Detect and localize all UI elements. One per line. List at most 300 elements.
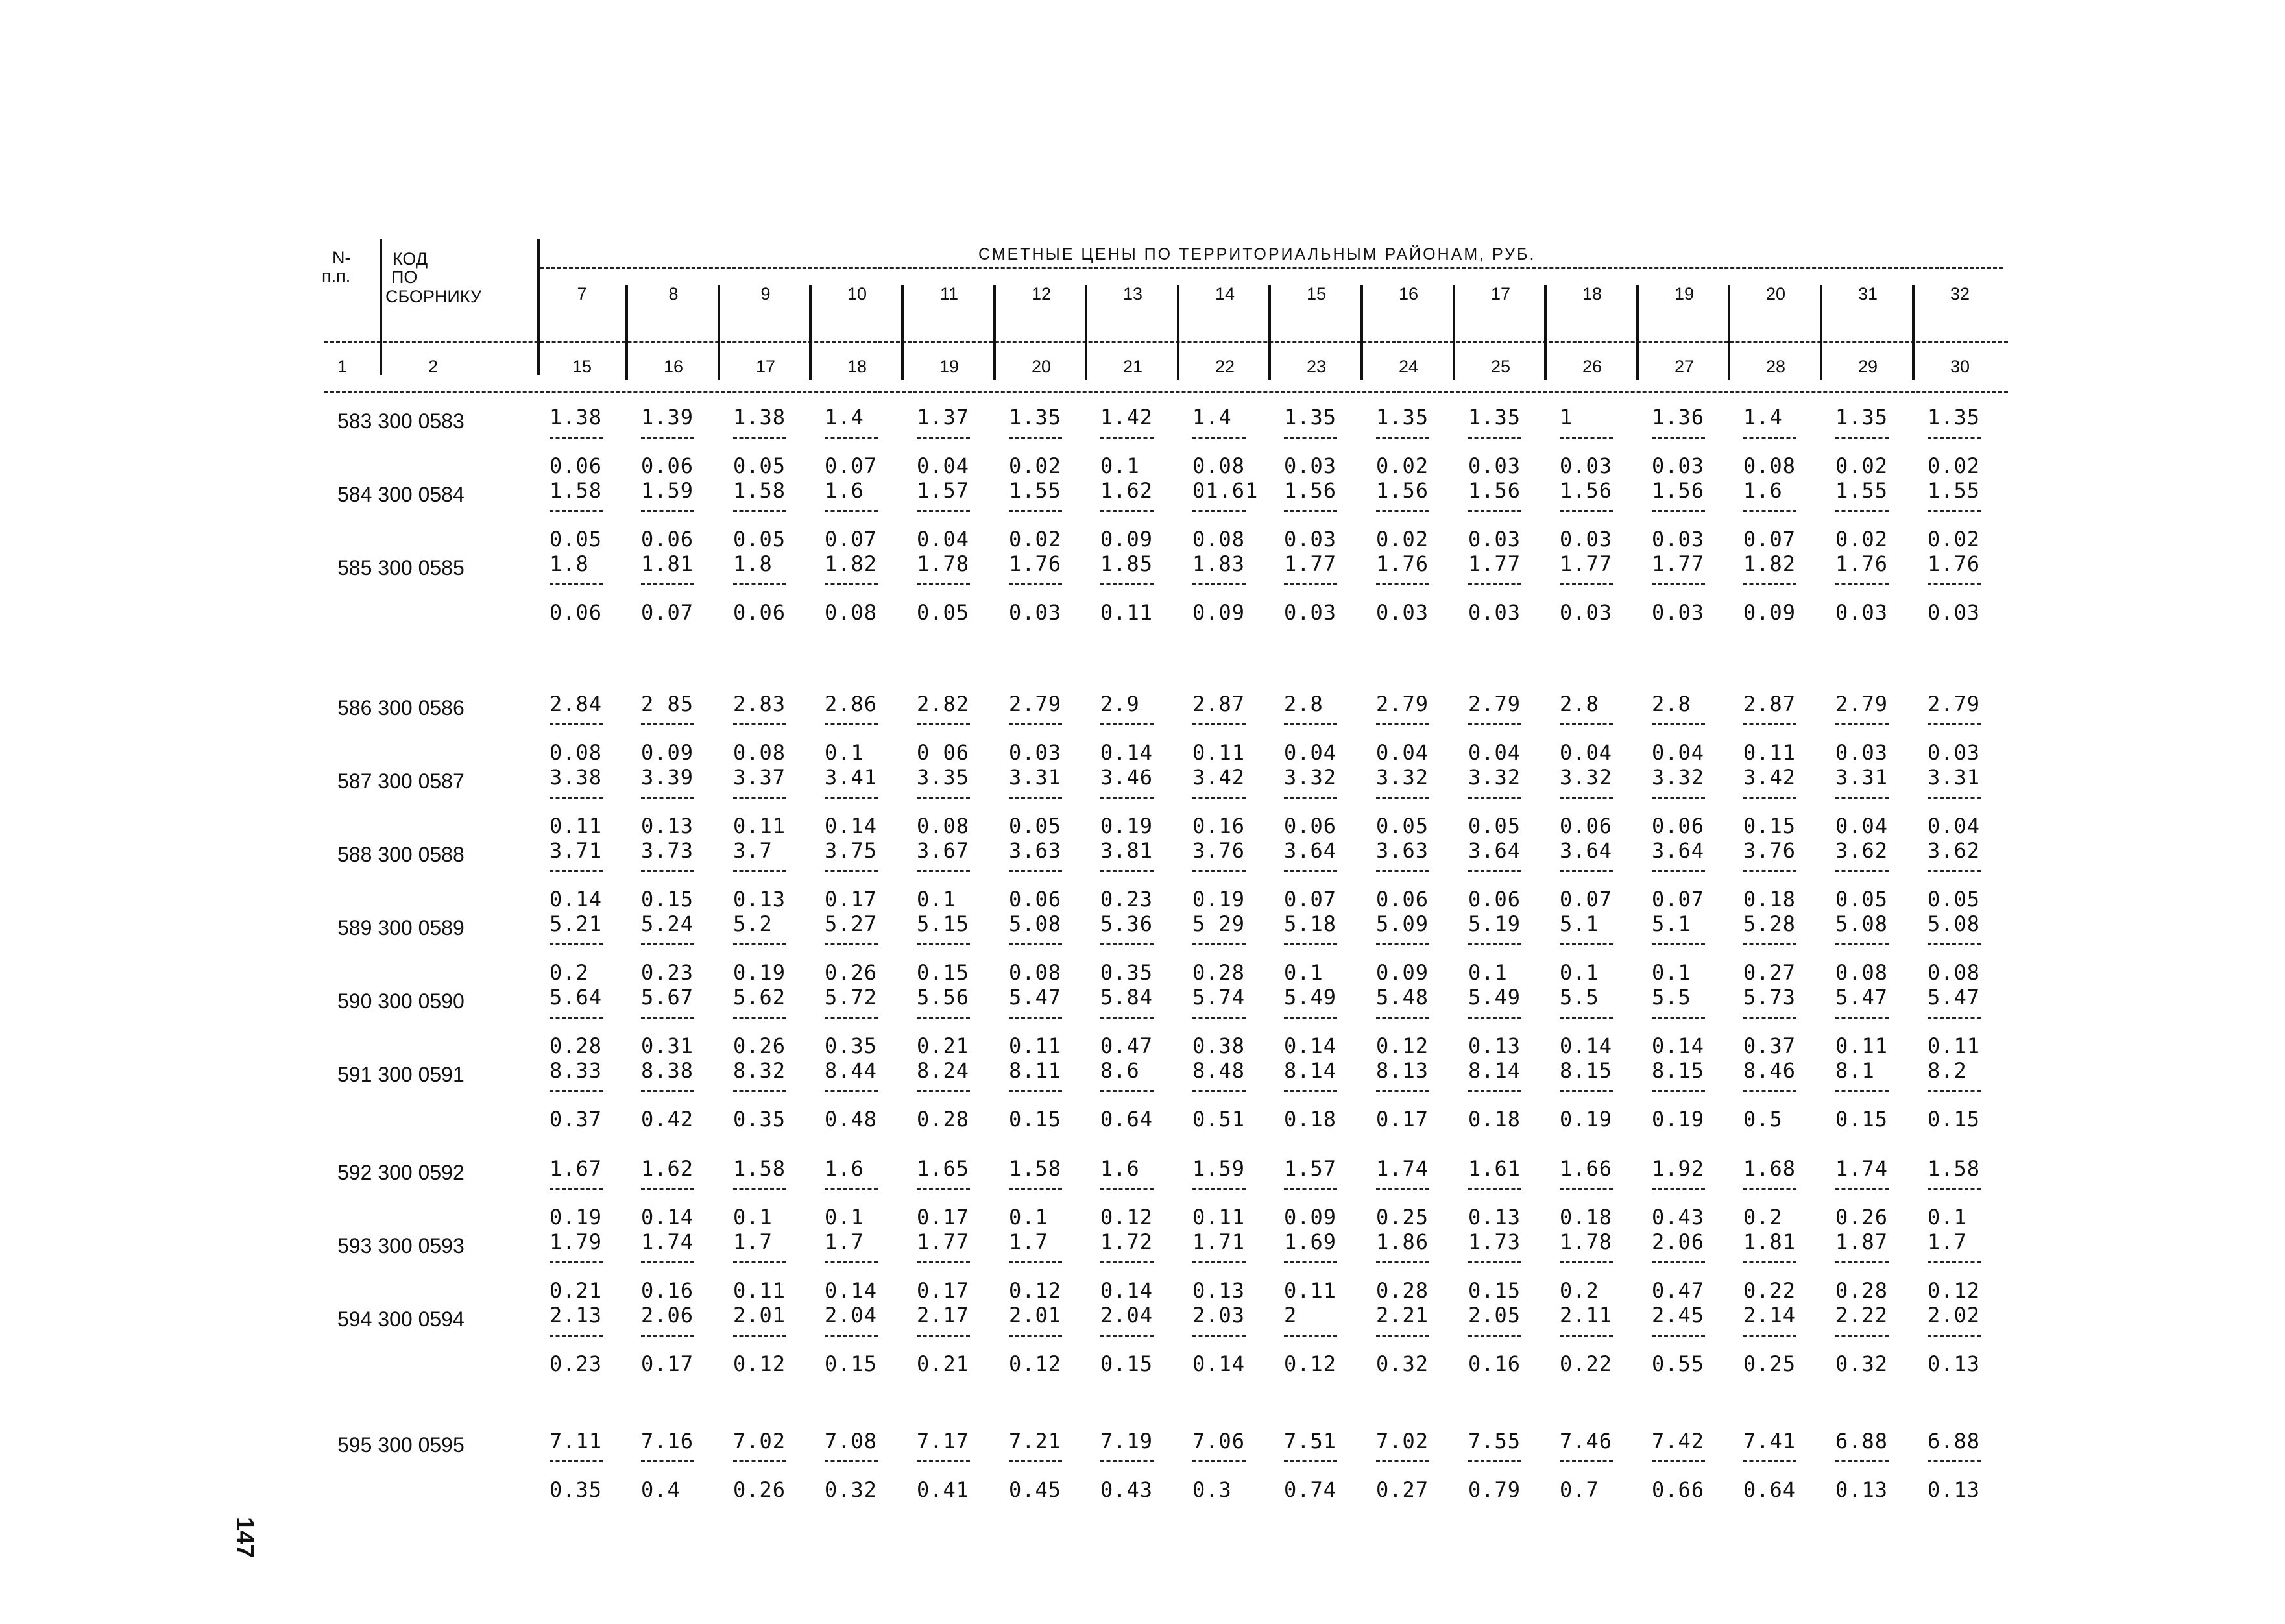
price-subvalue: 0.14 [825, 814, 878, 838]
price-value: 01.61 [1192, 478, 1259, 503]
price-subvalue: 0.05 [1928, 887, 1981, 912]
price-subvalue: 0.07 [1652, 887, 1705, 912]
price-value: 7.02 [1376, 1429, 1429, 1453]
price-value: 1.77 [1284, 551, 1337, 576]
price-value: 2.17 [917, 1303, 970, 1327]
price-value: 1.35 [1009, 405, 1062, 430]
fraction-bar [641, 1188, 694, 1190]
index-column-header: 25 [1490, 357, 1511, 376]
price-subvalue: 0.11 [1100, 600, 1154, 625]
fraction-bar [1835, 1460, 1889, 1462]
index-column-header: 18 [847, 357, 867, 376]
row-code: 595 300 0595 [337, 1433, 465, 1457]
price-subvalue: 0.09 [641, 740, 694, 765]
header-num-label-sub: п.п. [322, 266, 351, 285]
fraction-bar [1100, 1017, 1154, 1019]
price-subvalue: 0.11 [1284, 1278, 1337, 1303]
fraction-bar [641, 1090, 694, 1092]
price-value: 5.49 [1468, 985, 1521, 1010]
price-value: 1.56 [1376, 478, 1429, 503]
price-value: 7.08 [825, 1429, 878, 1453]
price-subvalue: 0.03 [1652, 454, 1705, 478]
price-value: 8.33 [550, 1058, 603, 1083]
fraction-bar [1100, 1261, 1154, 1263]
price-value: 5.49 [1284, 985, 1337, 1010]
fraction-bar [550, 943, 603, 945]
fraction-bar [1192, 870, 1246, 872]
index-column-header: 28 [1765, 357, 1786, 376]
price-value: 2.8 [1652, 692, 1691, 716]
price-subvalue: 0.14 [1560, 1034, 1613, 1058]
price-value: 3.62 [1928, 838, 1981, 863]
fraction-bar [550, 1335, 603, 1337]
fraction-bar [733, 870, 786, 872]
price-value: 7.51 [1284, 1429, 1337, 1453]
price-subvalue: 0.12 [1284, 1351, 1337, 1376]
price-subvalue: 0.16 [1192, 814, 1246, 838]
price-value: 3.38 [550, 765, 603, 790]
price-subvalue: 0.41 [917, 1477, 970, 1502]
fraction-bar [1100, 583, 1154, 585]
price-subvalue: 0.15 [641, 887, 694, 912]
price-subvalue: 0.03 [1284, 527, 1337, 551]
index-column-header: 24 [1398, 357, 1419, 376]
price-subvalue: 0.37 [1743, 1034, 1796, 1058]
price-subvalue: 0.79 [1468, 1477, 1521, 1502]
fraction-bar [825, 1460, 878, 1462]
price-value: 8.38 [641, 1058, 694, 1083]
price-subvalue: 0.06 [641, 454, 694, 478]
fraction-bar [825, 1335, 878, 1337]
fraction-bar [550, 1090, 603, 1092]
price-value: 2.8 [1284, 692, 1324, 716]
price-subvalue: 0.23 [550, 1351, 603, 1376]
price-subvalue: 0.17 [917, 1278, 970, 1303]
fraction-bar [1100, 1188, 1154, 1190]
fraction-bar [641, 723, 694, 725]
fraction-bar [917, 1261, 970, 1263]
price-value: 2.06 [641, 1303, 694, 1327]
price-subvalue: 0.07 [1284, 887, 1337, 912]
fraction-bar [1560, 797, 1613, 799]
fraction-bar [917, 870, 970, 872]
fraction-bar [825, 437, 878, 439]
fraction-bar [1652, 723, 1705, 725]
price-subvalue: 0.1 [1652, 960, 1691, 985]
fraction-bar [1652, 1188, 1705, 1190]
price-subvalue: 0.04 [917, 454, 970, 478]
district-column-header: 15 [1306, 284, 1327, 304]
price-value: 5.5 [1652, 985, 1691, 1010]
price-subvalue: 0.28 [1835, 1278, 1889, 1303]
price-subvalue: 0.07 [1743, 527, 1796, 551]
price-value: 1.38 [550, 405, 603, 430]
price-value: 8.13 [1376, 1058, 1429, 1083]
price-value: 8.6 [1100, 1058, 1140, 1083]
fraction-bar [917, 1017, 970, 1019]
row-code: 590 300 0590 [337, 989, 465, 1013]
price-value: 1.59 [1192, 1156, 1246, 1181]
price-value: 1.55 [1835, 478, 1889, 503]
price-value: 2 85 [641, 692, 694, 716]
fraction-bar [1192, 1090, 1246, 1092]
price-subvalue: 0.08 [825, 600, 878, 625]
price-value: 5.15 [917, 912, 970, 936]
price-value: 3.32 [1376, 765, 1429, 790]
price-subvalue: 0.35 [733, 1107, 786, 1132]
fraction-bar [1100, 723, 1154, 725]
price-subvalue: 0.02 [1009, 454, 1062, 478]
price-subvalue: 0.04 [1652, 740, 1705, 765]
price-value: 1.55 [1009, 478, 1062, 503]
price-subvalue: 0.38 [1192, 1034, 1246, 1058]
district-column-header: 19 [1674, 284, 1695, 304]
price-value: 3.64 [1468, 838, 1521, 863]
fraction-bar [1652, 510, 1705, 512]
fraction-bar [550, 583, 603, 585]
price-value: 3.76 [1743, 838, 1796, 863]
price-subvalue: 0.17 [641, 1351, 694, 1376]
price-value: 1.82 [1743, 551, 1796, 576]
fraction-bar [1743, 437, 1796, 439]
price-value: 1.56 [1284, 478, 1337, 503]
price-subvalue: 0.02 [1376, 527, 1429, 551]
price-subvalue: 0.07 [1560, 887, 1613, 912]
price-value: 5.08 [1009, 912, 1062, 936]
fraction-bar [1284, 797, 1337, 799]
price-value: 1.77 [1468, 551, 1521, 576]
price-subvalue: 0.64 [1100, 1107, 1154, 1132]
price-subvalue: 0.02 [1928, 527, 1981, 551]
fraction-bar [550, 510, 603, 512]
price-value: 5.21 [550, 912, 603, 936]
price-subvalue: 0.03 [1928, 600, 1981, 625]
price-value: 1.77 [1652, 551, 1705, 576]
price-value: 1.35 [1468, 405, 1521, 430]
fraction-bar [1376, 1261, 1429, 1263]
fraction-bar [1009, 1335, 1062, 1337]
price-value: 5.2 [733, 912, 773, 936]
district-column-header: 17 [1490, 284, 1511, 304]
price-subvalue: 0.28 [1192, 960, 1246, 985]
fraction-bar [1652, 797, 1705, 799]
price-value: 3.64 [1284, 838, 1337, 863]
district-column-header: 10 [847, 284, 867, 304]
price-value: 3.37 [733, 765, 786, 790]
price-value: 1.81 [641, 551, 694, 576]
price-subvalue: 0.17 [825, 887, 878, 912]
price-subvalue: 0.2 [1560, 1278, 1599, 1303]
price-value: 3.64 [1560, 838, 1613, 863]
price-subvalue: 0.12 [1100, 1205, 1154, 1230]
price-subvalue: 0.09 [1100, 527, 1154, 551]
price-value: 1.61 [1468, 1156, 1521, 1181]
price-subvalue: 0.07 [825, 527, 878, 551]
price-value: 7.06 [1192, 1429, 1246, 1453]
price-subvalue: 0.19 [1560, 1107, 1613, 1132]
fraction-bar [917, 1090, 970, 1092]
price-subvalue: 0.02 [1835, 454, 1889, 478]
price-value: 1.58 [733, 478, 786, 503]
row-code: 586 300 0586 [337, 696, 465, 720]
price-value: 1.8 [733, 551, 773, 576]
fraction-bar [1928, 797, 1981, 799]
price-subvalue: 0.03 [1652, 600, 1705, 625]
fraction-bar [733, 1261, 786, 1263]
fraction-bar [1652, 1090, 1705, 1092]
price-value: 1.38 [733, 405, 786, 430]
fraction-bar [550, 1017, 603, 1019]
fraction-bar [1835, 1188, 1889, 1190]
price-value: 1.57 [917, 478, 970, 503]
price-value: 7.17 [917, 1429, 970, 1453]
price-value: 3.42 [1743, 765, 1796, 790]
price-value: 8.2 [1928, 1058, 1967, 1083]
price-subvalue: 0.03 [1560, 527, 1613, 551]
price-value: 2.79 [1835, 692, 1889, 716]
price-subvalue: 0.08 [1928, 960, 1981, 985]
price-value: 5.56 [917, 985, 970, 1010]
fraction-bar [1835, 583, 1889, 585]
column-divider [993, 285, 996, 380]
fraction-bar [1284, 1460, 1337, 1462]
fraction-bar [1560, 1335, 1613, 1337]
fraction-bar [1928, 583, 1981, 585]
price-subvalue: 0.03 [1376, 600, 1429, 625]
price-subvalue: 0.19 [733, 960, 786, 985]
price-value: 5.09 [1376, 912, 1429, 936]
price-value: 1.58 [550, 478, 603, 503]
price-value: 1.7 [825, 1230, 864, 1254]
price-value: 1.58 [1928, 1156, 1981, 1181]
price-subvalue: 0.32 [1835, 1351, 1889, 1376]
price-subvalue: 0.13 [1928, 1477, 1981, 1502]
fraction-bar [641, 943, 694, 945]
price-value: 7.55 [1468, 1429, 1521, 1453]
price-subvalue: 0.5 [1743, 1107, 1783, 1132]
fraction-bar [1284, 510, 1337, 512]
price-value: 6.88 [1835, 1429, 1889, 1453]
price-value: 1.35 [1376, 405, 1429, 430]
price-value: 3.32 [1468, 765, 1521, 790]
fraction-bar [1009, 870, 1062, 872]
price-subvalue: 0.06 [733, 600, 786, 625]
price-subvalue: 0.51 [1192, 1107, 1246, 1132]
price-subvalue: 0.07 [641, 600, 694, 625]
row-code: 589 300 0589 [337, 916, 465, 939]
price-subvalue: 0.15 [1468, 1278, 1521, 1303]
fraction-bar [1376, 723, 1429, 725]
price-value: 7.16 [641, 1429, 694, 1453]
price-subvalue: 0.17 [1376, 1107, 1429, 1132]
price-subvalue: 0.11 [1192, 740, 1246, 765]
header-code-label-3: СБОРНИКУ [385, 287, 482, 306]
price-subvalue: 0.08 [1835, 960, 1889, 985]
header-code-label: КОД [393, 249, 428, 269]
price-subvalue: 0.03 [1652, 527, 1705, 551]
price-value: 7.02 [733, 1429, 786, 1453]
fraction-bar [917, 723, 970, 725]
price-subvalue: 0.05 [733, 527, 786, 551]
price-subvalue: 0.11 [1009, 1034, 1062, 1058]
row-code: 583 300 0583 [337, 409, 465, 433]
price-value: 1.57 [1284, 1156, 1337, 1181]
fraction-bar [1835, 943, 1889, 945]
column-divider [1268, 285, 1271, 380]
fraction-bar [1652, 1017, 1705, 1019]
price-subvalue: 0.32 [1376, 1351, 1429, 1376]
fraction-bar [1100, 943, 1154, 945]
column-divider [625, 285, 628, 380]
price-value: 2.86 [825, 692, 878, 716]
fraction-bar [1928, 1188, 1981, 1190]
price-value: 2.87 [1192, 692, 1246, 716]
price-subvalue: 0.1 [733, 1205, 773, 1230]
price-value: 1.77 [917, 1230, 970, 1254]
price-subvalue: 0.04 [1468, 740, 1521, 765]
header-num-label: N- [332, 248, 351, 267]
fraction-bar [550, 1460, 603, 1462]
price-value: 8.15 [1560, 1058, 1613, 1083]
price-value: 1.81 [1743, 1230, 1796, 1254]
price-value: 2.45 [1652, 1303, 1705, 1327]
price-subvalue: 0.14 [550, 887, 603, 912]
price-value: 8.48 [1192, 1058, 1246, 1083]
price-value: 1.62 [641, 1156, 694, 1181]
fraction-bar [641, 1017, 694, 1019]
price-subvalue: 0.03 [1009, 740, 1062, 765]
fraction-bar [1928, 723, 1981, 725]
fraction-bar [1743, 1460, 1796, 1462]
fraction-bar [1192, 723, 1246, 725]
price-value: 5.27 [825, 912, 878, 936]
fraction-bar [1835, 1017, 1889, 1019]
column-divider [1912, 285, 1915, 380]
fraction-bar [1652, 1335, 1705, 1337]
district-column-header: 31 [1857, 284, 1878, 304]
price-subvalue: 0.06 [1284, 814, 1337, 838]
price-value: 2.06 [1652, 1230, 1705, 1254]
price-value: 3.81 [1100, 838, 1154, 863]
price-value: 3.35 [917, 765, 970, 790]
price-subvalue: 0.1 [825, 1205, 864, 1230]
price-value: 8.14 [1284, 1058, 1337, 1083]
fraction-bar [733, 1460, 786, 1462]
fraction-bar [1928, 510, 1981, 512]
fraction-bar [1743, 797, 1796, 799]
district-column-header: 9 [760, 284, 771, 304]
price-subvalue: 0.05 [550, 527, 603, 551]
price-value: 1.69 [1284, 1230, 1337, 1254]
index-column-header: 26 [1582, 357, 1602, 376]
fraction-bar [1100, 1335, 1154, 1337]
price-subvalue: 0.28 [550, 1034, 603, 1058]
row-code: 584 300 0584 [337, 483, 465, 506]
price-value: 5.84 [1100, 985, 1154, 1010]
fraction-bar [1376, 1188, 1429, 1190]
price-subvalue: 0.26 [733, 1034, 786, 1058]
fraction-bar [550, 797, 603, 799]
fraction-bar [1928, 1460, 1981, 1462]
price-subvalue: 0.22 [1560, 1351, 1613, 1376]
price-value: 2.21 [1376, 1303, 1429, 1327]
fraction-bar [1100, 1460, 1154, 1462]
fraction-bar [1835, 870, 1889, 872]
price-value: 2.05 [1468, 1303, 1521, 1327]
row-code: 592 300 0592 [337, 1161, 465, 1184]
fraction-bar [1743, 870, 1796, 872]
fraction-bar [733, 1188, 786, 1190]
price-subvalue: 0.13 [1835, 1477, 1889, 1502]
district-column-header: 16 [1398, 284, 1419, 304]
price-value: 5.5 [1560, 985, 1599, 1010]
price-value: 7.19 [1100, 1429, 1154, 1453]
fraction-bar [641, 437, 694, 439]
price-value: 5.72 [825, 985, 878, 1010]
fraction-bar [1009, 797, 1062, 799]
fraction-bar [550, 870, 603, 872]
price-subvalue: 0.18 [1560, 1205, 1613, 1230]
fraction-bar [917, 583, 970, 585]
price-subvalue: 0.05 [1376, 814, 1429, 838]
price-value: 2.22 [1835, 1303, 1889, 1327]
price-subvalue: 0.1 [1009, 1205, 1048, 1230]
price-value: 2.8 [1560, 692, 1599, 716]
price-subvalue: 0.23 [1100, 887, 1154, 912]
fraction-bar [1468, 510, 1521, 512]
price-subvalue: 0.12 [1928, 1278, 1981, 1303]
fraction-bar [825, 510, 878, 512]
price-subvalue: 0.05 [733, 454, 786, 478]
price-value: 1.68 [1743, 1156, 1796, 1181]
price-value: 2.79 [1468, 692, 1521, 716]
price-subvalue: 0.08 [1009, 960, 1062, 985]
price-value: 1.78 [1560, 1230, 1613, 1254]
district-column-header: 32 [1950, 284, 1970, 304]
fraction-bar [825, 943, 878, 945]
fraction-bar [1192, 583, 1246, 585]
price-subvalue: 0.27 [1376, 1477, 1429, 1502]
fraction-bar [1376, 1090, 1429, 1092]
fraction-bar [1835, 437, 1889, 439]
fraction-bar [1743, 1261, 1796, 1263]
price-subvalue: 0.43 [1100, 1477, 1154, 1502]
price-subvalue: 0.03 [1928, 740, 1981, 765]
price-value: 5 29 [1192, 912, 1246, 936]
price-subvalue: 0.09 [1284, 1205, 1337, 1230]
fraction-bar [1468, 870, 1521, 872]
fraction-bar [1100, 510, 1154, 512]
price-subvalue: 0.05 [1468, 814, 1521, 838]
price-subvalue: 0.14 [1100, 740, 1154, 765]
row-code: 594 300 0594 [337, 1307, 465, 1331]
price-subvalue: 0.05 [917, 600, 970, 625]
price-value: 1.4 [1743, 405, 1783, 430]
price-value: 6.88 [1928, 1429, 1981, 1453]
price-subvalue: 0.08 [1192, 454, 1246, 478]
price-value: 8.11 [1009, 1058, 1062, 1083]
fraction-bar [917, 1188, 970, 1190]
fraction-bar [1192, 1335, 1246, 1337]
price-value: 2.11 [1560, 1303, 1613, 1327]
price-subvalue: 0.11 [1835, 1034, 1889, 1058]
price-subvalue: 0.02 [1835, 527, 1889, 551]
price-subvalue: 0.09 [1192, 600, 1246, 625]
price-value: 5.08 [1835, 912, 1889, 936]
price-value: 8.46 [1743, 1058, 1796, 1083]
fraction-bar [1928, 1261, 1981, 1263]
price-subvalue: 0.13 [1928, 1351, 1981, 1376]
